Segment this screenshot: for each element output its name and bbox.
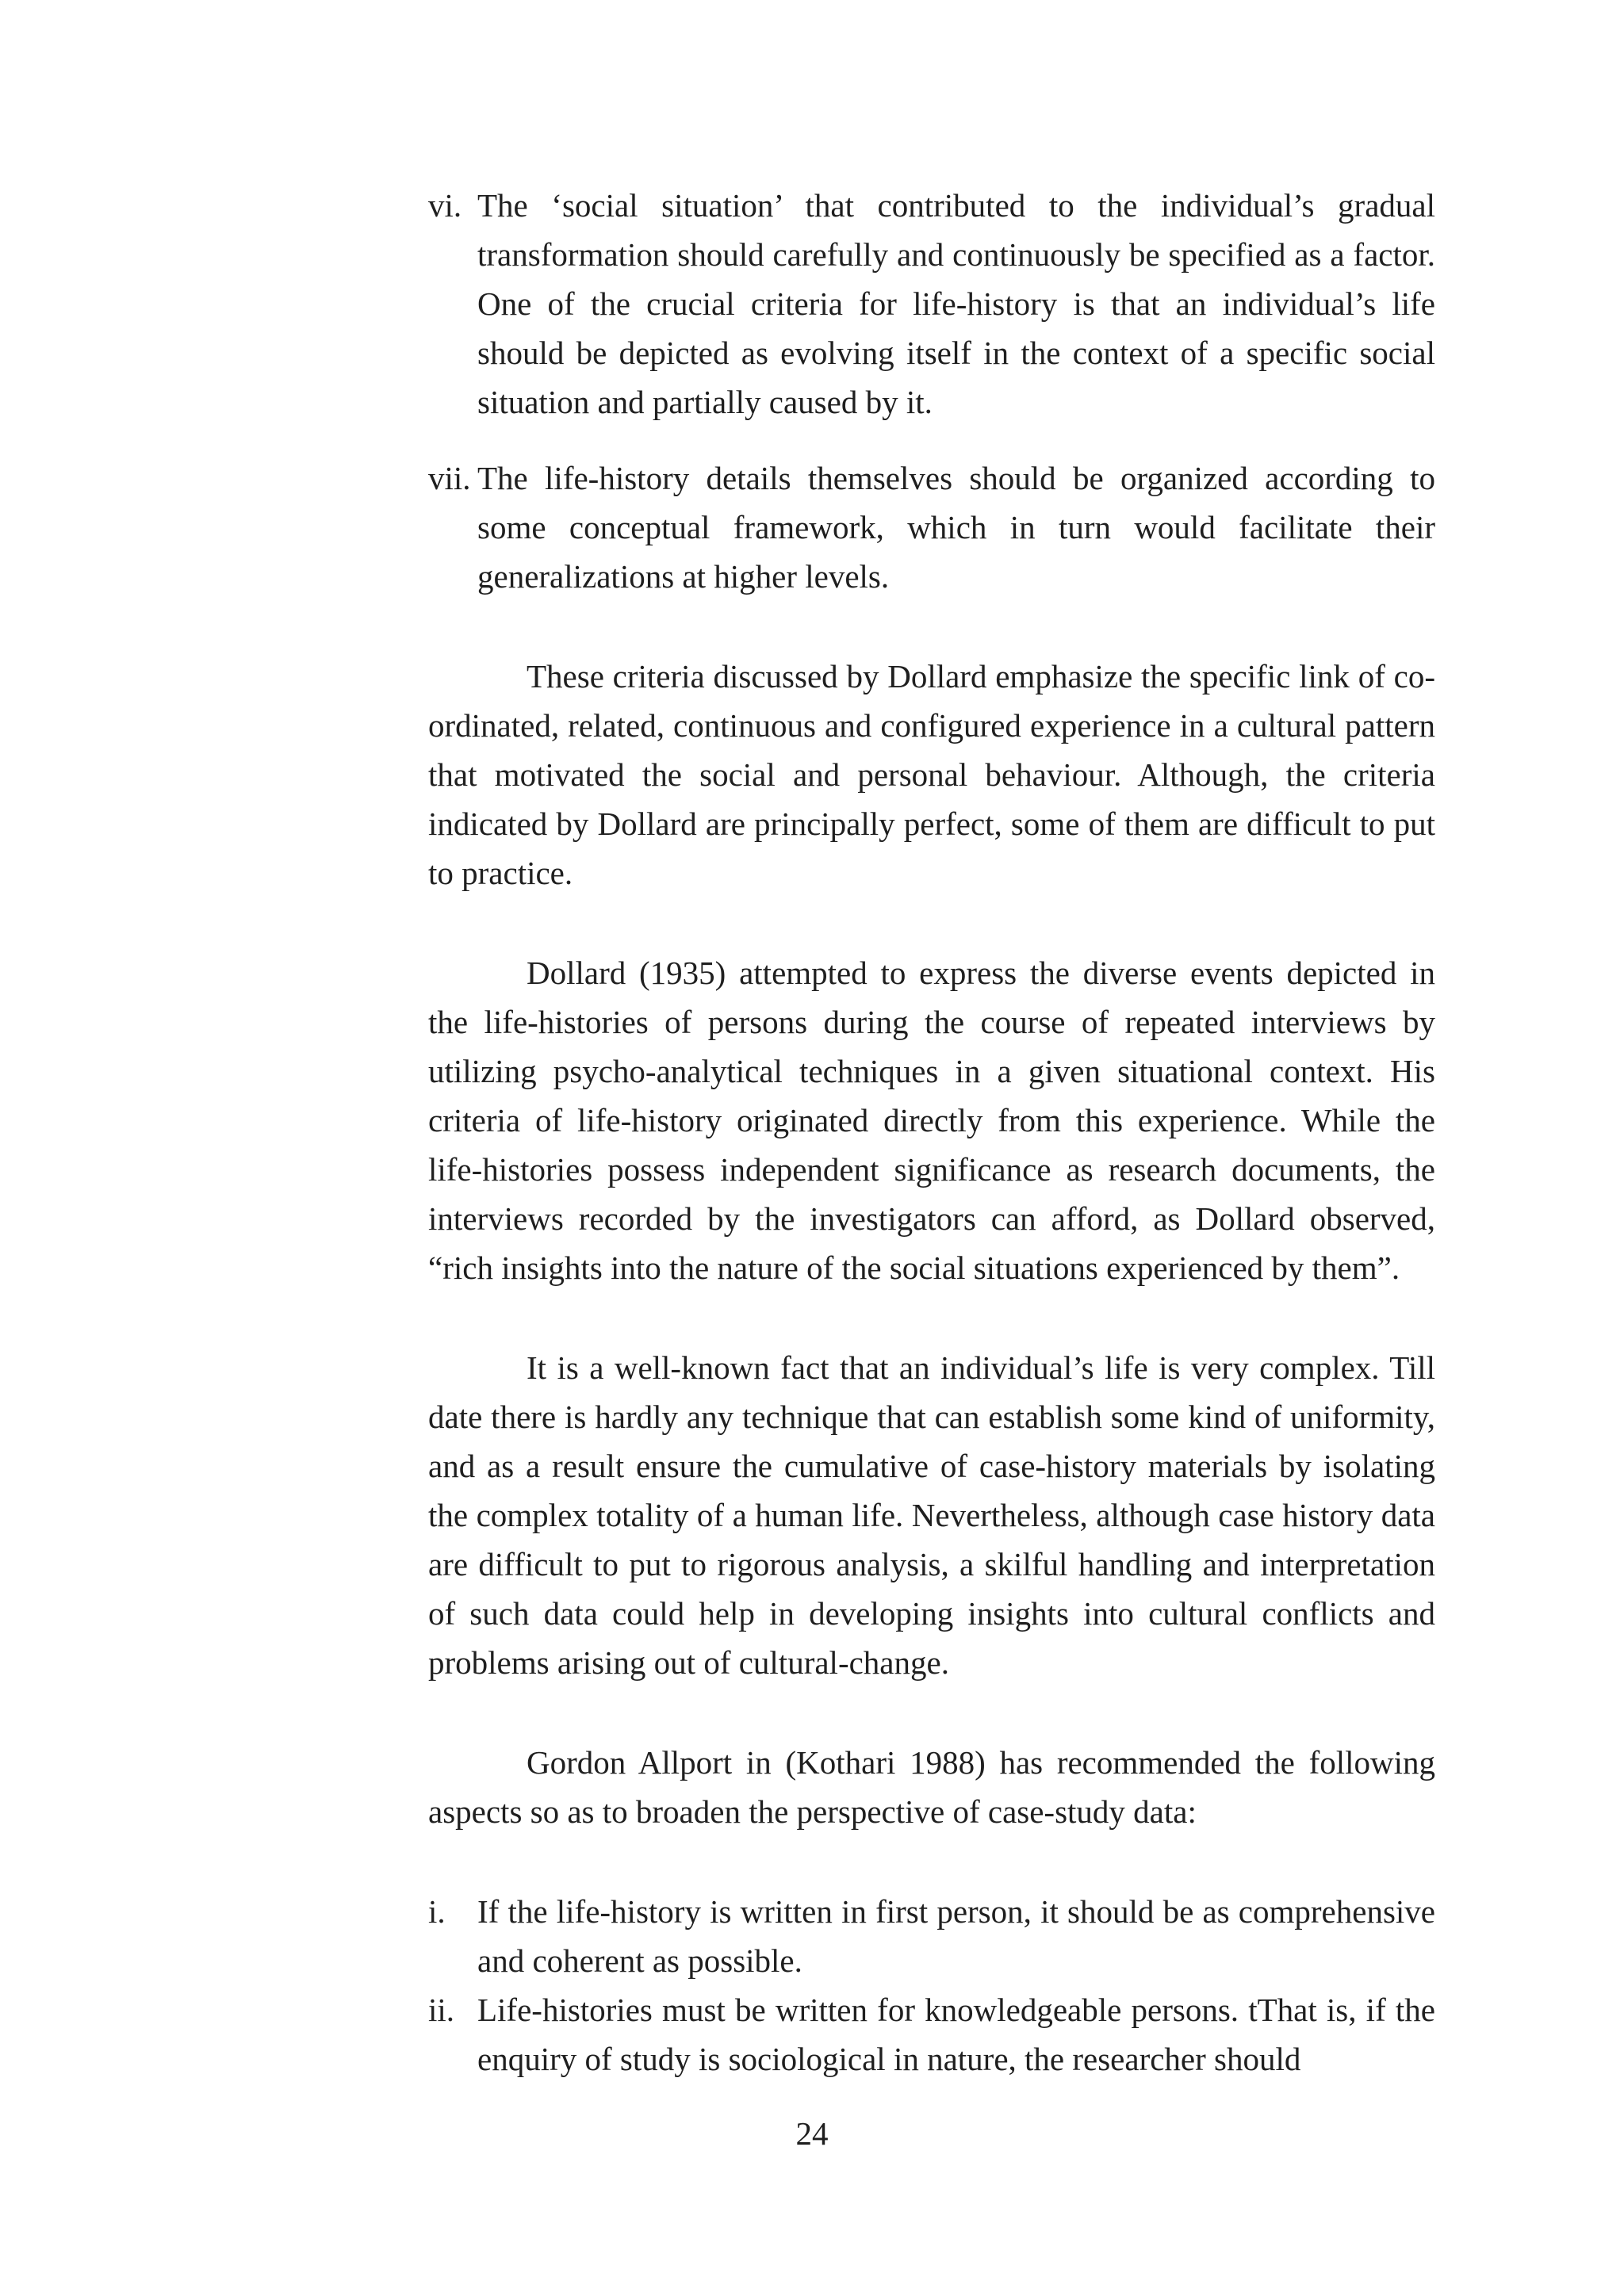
list-item-i [428,1887,1435,1985]
paragraph-dollard-criteria: These criteria discussed by Dollard emphasize the specific link of co-ordinated, related, continuous and configured experience in a cultural pattern that motivated the social and personal behaviour. Although, the criteria indicated by Dollard are principally perfect, some of them are difficult to put to practice. [428,658,1435,891]
list-text: The life-history details themselves should be organized according to some conceptual framework, which in turn would facilitate their generalizations at higher levels. [477,460,1435,595]
list-item-vii [428,453,1435,601]
paragraph-allport: Gordon Allport in (Kothari 1988) has recommended the following aspects so as to broaden the perspective of case-study data: [428,1744,1435,1830]
list-number: vi. [428,187,462,224]
list-item-ii [428,1985,1435,2084]
list-number: ii. [428,1992,455,2028]
page-body [428,181,1435,2084]
list-text: If the life-history is written in first person, it should be as comprehensive and coherent as possible. [477,1893,1435,1979]
list-number: vii. [428,460,471,496]
list-text: The ‘social situation’ that contributed to the individual’s gradual transformation should carefully and continuously be specified as a factor. One of the crucial criteria for life-history is that an individual’s life should be depicted as evolving itself in the context of a specific social situation and partially caused by it. [477,187,1435,420]
paragraph-dollard-1935: Dollard (1935) attempted to express the diverse events depicted in the life-histories of persons during the course of repeated interviews by utilizing psycho-analytical techniques in a given situational context. His criteria of life-history originated directly from this experience. While the life-histories possess independent significance as research documents, the interviews recorded by the investigators can afford, as Dollard observed, “rich insights into the nature of the social situations experienced by them”. [428,955,1435,1286]
paragraph-complexity: It is a well-known fact that an individual’s life is very complex. Till date there is hardly any technique that can establish some kind of uniformity, and as a result ensure the cumulative of case-history materials by isolating the complex totality of a human life. Nevertheless, although case history data are difficult to put to rigorous analysis, a skilful handling and interpretation of such data could help in developing insights into cultural conflicts and problems arising out of cultural-change. [428,1349,1435,1681]
page-number: 24 [795,2115,829,2152]
list-item-vi [428,181,1435,427]
list-text: Life-histories must be written for knowledgeable persons. tThat is, if the enquiry of study is sociological in nature, the researcher should [477,1992,1435,2077]
list-number: i. [428,1893,446,1930]
